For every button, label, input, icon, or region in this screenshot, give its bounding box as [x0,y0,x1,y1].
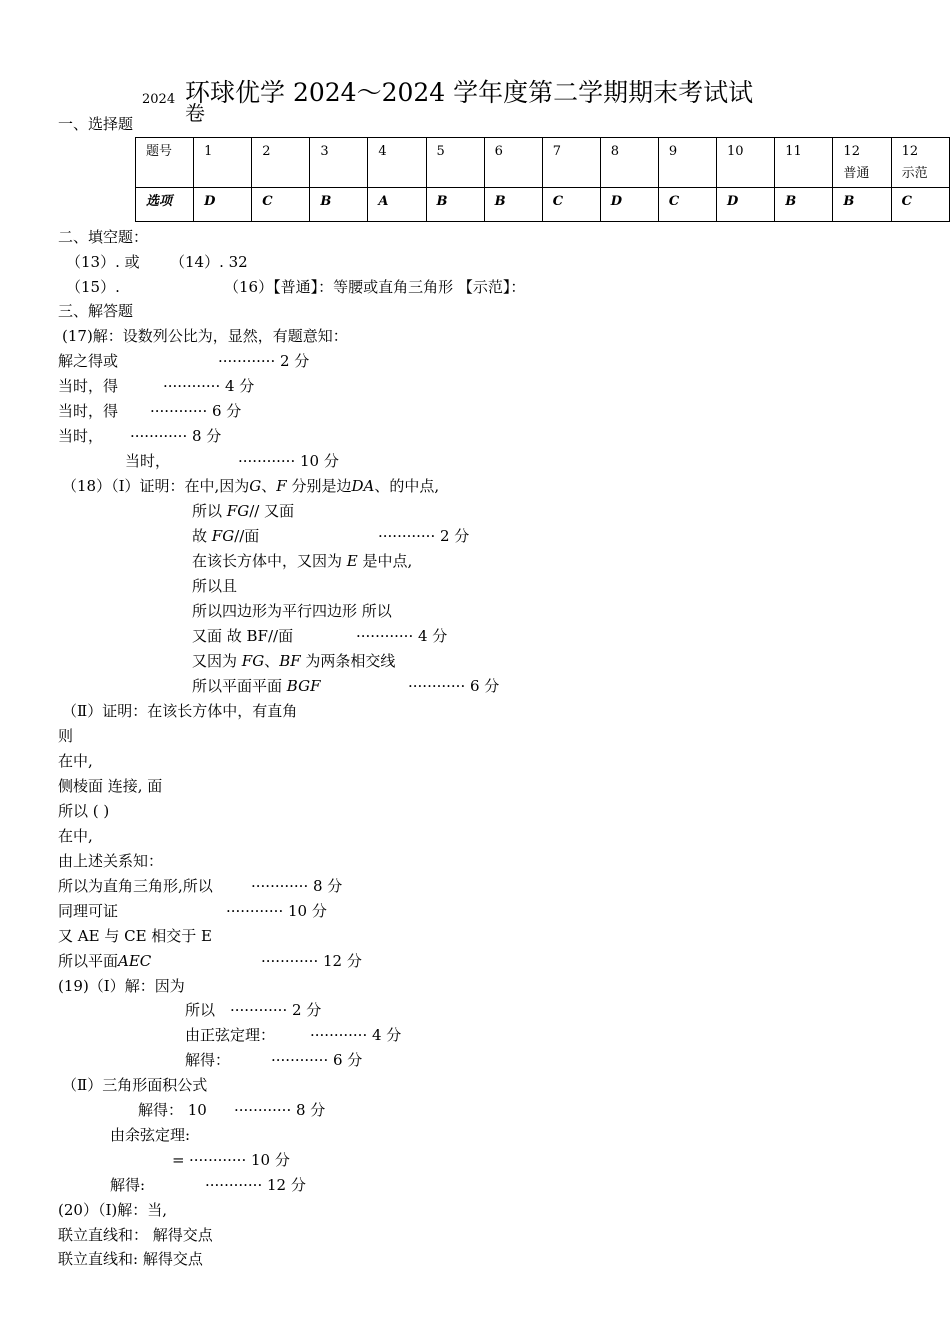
q18-line: 又因为 FG、BF 为两条相交线 [192,652,396,670]
q17-line: (17)解：设数列公比为，显然，有题意知： [62,327,348,345]
answer-q16: （16）【普通】：等腰或直角三角形 【示范】： [224,278,526,296]
q18-part2-line: 又 AE 与 CE 相交于 E [58,927,212,945]
q17-score: ············ 6 分 [150,402,242,420]
q20-line: (20）（Ⅰ)解：当, [58,1201,167,1219]
table-cell-answer: C [252,188,310,222]
q18-part2-line: 由上述关系知： [58,852,164,870]
q17-score: ············ 8 分 [130,427,222,445]
q18-line: 所以 FG// 又面 [192,502,295,520]
q19-line: = [172,1151,185,1169]
q18-part2-line: 在中, [58,752,93,770]
table-cell-answer: B [484,188,542,222]
q18-part2-line: 侧棱面 连接, 面 [58,777,163,795]
q19-line: 由正弦定理： [185,1026,276,1044]
table-cell-answer: D [600,188,658,222]
q18-part2-line: 则 [58,727,74,745]
page-title: 环球优学 2024～2024 学年度第二学期期末考试试 [185,78,754,107]
q19-line: 由余弦定理: [110,1126,191,1144]
table-cell-number: 5 [426,138,484,188]
page-title-tail: 卷 [185,101,205,125]
q19-line: (19)（Ⅰ）解：因为 [58,977,185,995]
q20-line: 联立直线和： 解得交点 [58,1226,213,1244]
q18-part2-line: 所以 ( ) [58,802,110,820]
q18-line: 又面 故 BF//面 [192,627,294,645]
table-row-answers [136,188,950,222]
q18-line: 在该长方体中，又因为 E 是中点, [192,552,413,570]
table-cell-answer: B [833,188,891,222]
q20-line: 联立直线和: 解得交点 [58,1250,203,1268]
table-row-numbers [136,138,950,188]
q18-score: ············ 10 分 [226,902,327,920]
q17-line: 当时， [58,427,104,445]
answer-q14: （14）. 32 [170,253,248,271]
q18-line: 所以且 [192,577,238,595]
table-cell-number: 11 [775,138,833,188]
q19-score: ············ 8 分 [234,1101,326,1119]
table-cell-number: 2 [252,138,310,188]
q18-part2-line: 在中, [58,827,93,845]
q19-line: 解得： 10 [138,1101,207,1119]
q19-score: ············ 2 分 [230,1001,322,1019]
answer-q15: （15）. [66,278,120,296]
table-cell-answer: C [658,188,716,222]
q19-line: 所以 [185,1001,216,1019]
q17-line: 当时，得 [58,402,119,420]
table-cell-number: 8 [600,138,658,188]
q19-score: ············ 10 分 [189,1151,290,1169]
q17-score: ············ 10 分 [238,452,339,470]
table-cell-answer: B [775,188,833,222]
q19-score: ············ 4 分 [310,1026,402,1044]
table-cell-answer: C [891,188,949,222]
q17-line: 当时，得 [58,377,119,395]
q18-part2-line: 所以为直角三角形,所以 [58,877,213,895]
q19-line: （Ⅱ）三角形面积公式 [62,1076,208,1094]
q18-part2-line: （Ⅱ）证明：在该长方体中，有直角 [62,702,298,720]
table-cell-number: 1 [194,138,252,188]
q18-score: ············ 12 分 [261,952,362,970]
table-cell-number: 4 [368,138,426,188]
table-cell-answer: B [426,188,484,222]
table-cell-answer: A [368,188,426,222]
answer-q13: （13）. 或 [66,253,140,271]
q19-line: 解得： [185,1051,231,1069]
table-cell-number: 12 普通 [833,138,891,188]
q18-score: ············ 6 分 [408,677,500,695]
q19-line: 解得: [110,1176,146,1194]
section-solutions: 三、解答题 [58,302,134,320]
q18-part2-line: 所以平面AEC [58,952,152,970]
q17-score: ············ 2 分 [218,352,310,370]
title-year: 2024 [142,92,176,107]
table-header-answer: 选项 [136,188,194,222]
table-cell-number: 9 [658,138,716,188]
table-cell-number: 10 [716,138,774,188]
q17-line: 解之得或 [58,352,119,370]
table-cell-number: 7 [542,138,600,188]
q18-score: ············ 4 分 [356,627,448,645]
table-cell-answer: D [194,188,252,222]
table-cell-number: 12 示范 [891,138,949,188]
table-cell-number: 6 [484,138,542,188]
table-cell-answer: D [716,188,774,222]
table-cell-answer: C [542,188,600,222]
q18-score: ············ 2 分 [378,527,470,545]
answer-table [135,137,950,222]
q18-line: 所以四边形为平行四边形 所以 [192,602,392,620]
q18-line: 故 FG//面 [192,527,260,545]
section-fill-in: 二、填空题： [58,228,149,246]
q17-score: ············ 4 分 [163,377,255,395]
table-header-question: 题号 [136,138,194,188]
q18-part2-line: 同理可证 [58,902,119,920]
q19-score: ············ 6 分 [271,1051,363,1069]
table-cell-answer: B [310,188,368,222]
q18-score: ············ 8 分 [251,877,343,895]
q19-score: ············ 12 分 [205,1176,306,1194]
q18-line: 所以平面平面 BGF [192,677,321,695]
table-cell-number: 3 [310,138,368,188]
q17-line: 当时， [125,452,171,470]
section-multiple-choice: 一、选择题 [58,115,134,133]
q18-line: （18）（Ⅰ）证明：在中,因为G、F 分别是边DA、的中点, [62,477,440,495]
